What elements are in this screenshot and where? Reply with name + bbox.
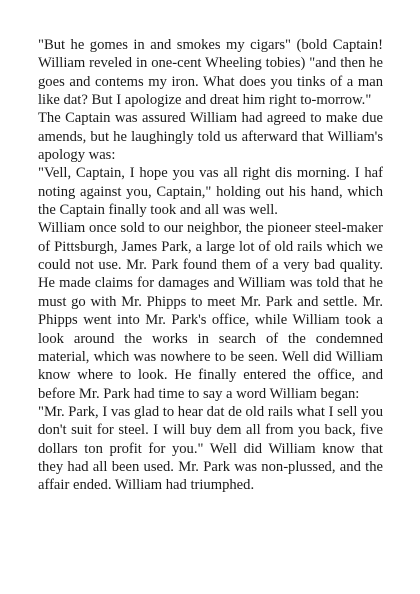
- paragraph-5: "Mr. Park, I vas glad to hear dat de old rails what I sell you don't suit for steel. I will buy dem all from you back, five dollars ton profit for you." Well did William know that they had all been used. Mr. Park was non-plussed, and the affair ended. William had triumphed.: [38, 403, 383, 494]
- paragraph-4: William once sold to our neighbor, the pioneer steel-maker of Pittsburgh, James Park, a large lot of old rails which we could not use. Mr. Park found them of a very bad quality. He made claims for damages and William was told that he must go with Mr. Phipps to meet Mr. Park and settle. Mr. Phipps went into Mr. Park's office, while William took a look around the works in search of the condemned material, which was nowhere to be seen. Well did William know where to look. He finally entered the office, and before Mr. Park had time to say a word William began:: [38, 220, 383, 402]
- paragraph-2: The Captain was assured William had agreed to make due amends, but he laughingly told us afterward that William's apology was:: [38, 110, 383, 164]
- page-body: [38, 36, 383, 495]
- paragraph-3: "Vell, Captain, I hope you vas all right dis morning. I haf noting against you, Captain," holding out his hand, which the Captain finally took and all was well.: [38, 165, 383, 219]
- paragraph-1: "But he gomes in and smokes my cigars" (bold Captain! William reveled in one-cent Wheeling tobies) "and then he goes and contems my iron. What does you tinks of a man like dat? But I apologize and dreat him right to-morrow.": [38, 37, 383, 109]
